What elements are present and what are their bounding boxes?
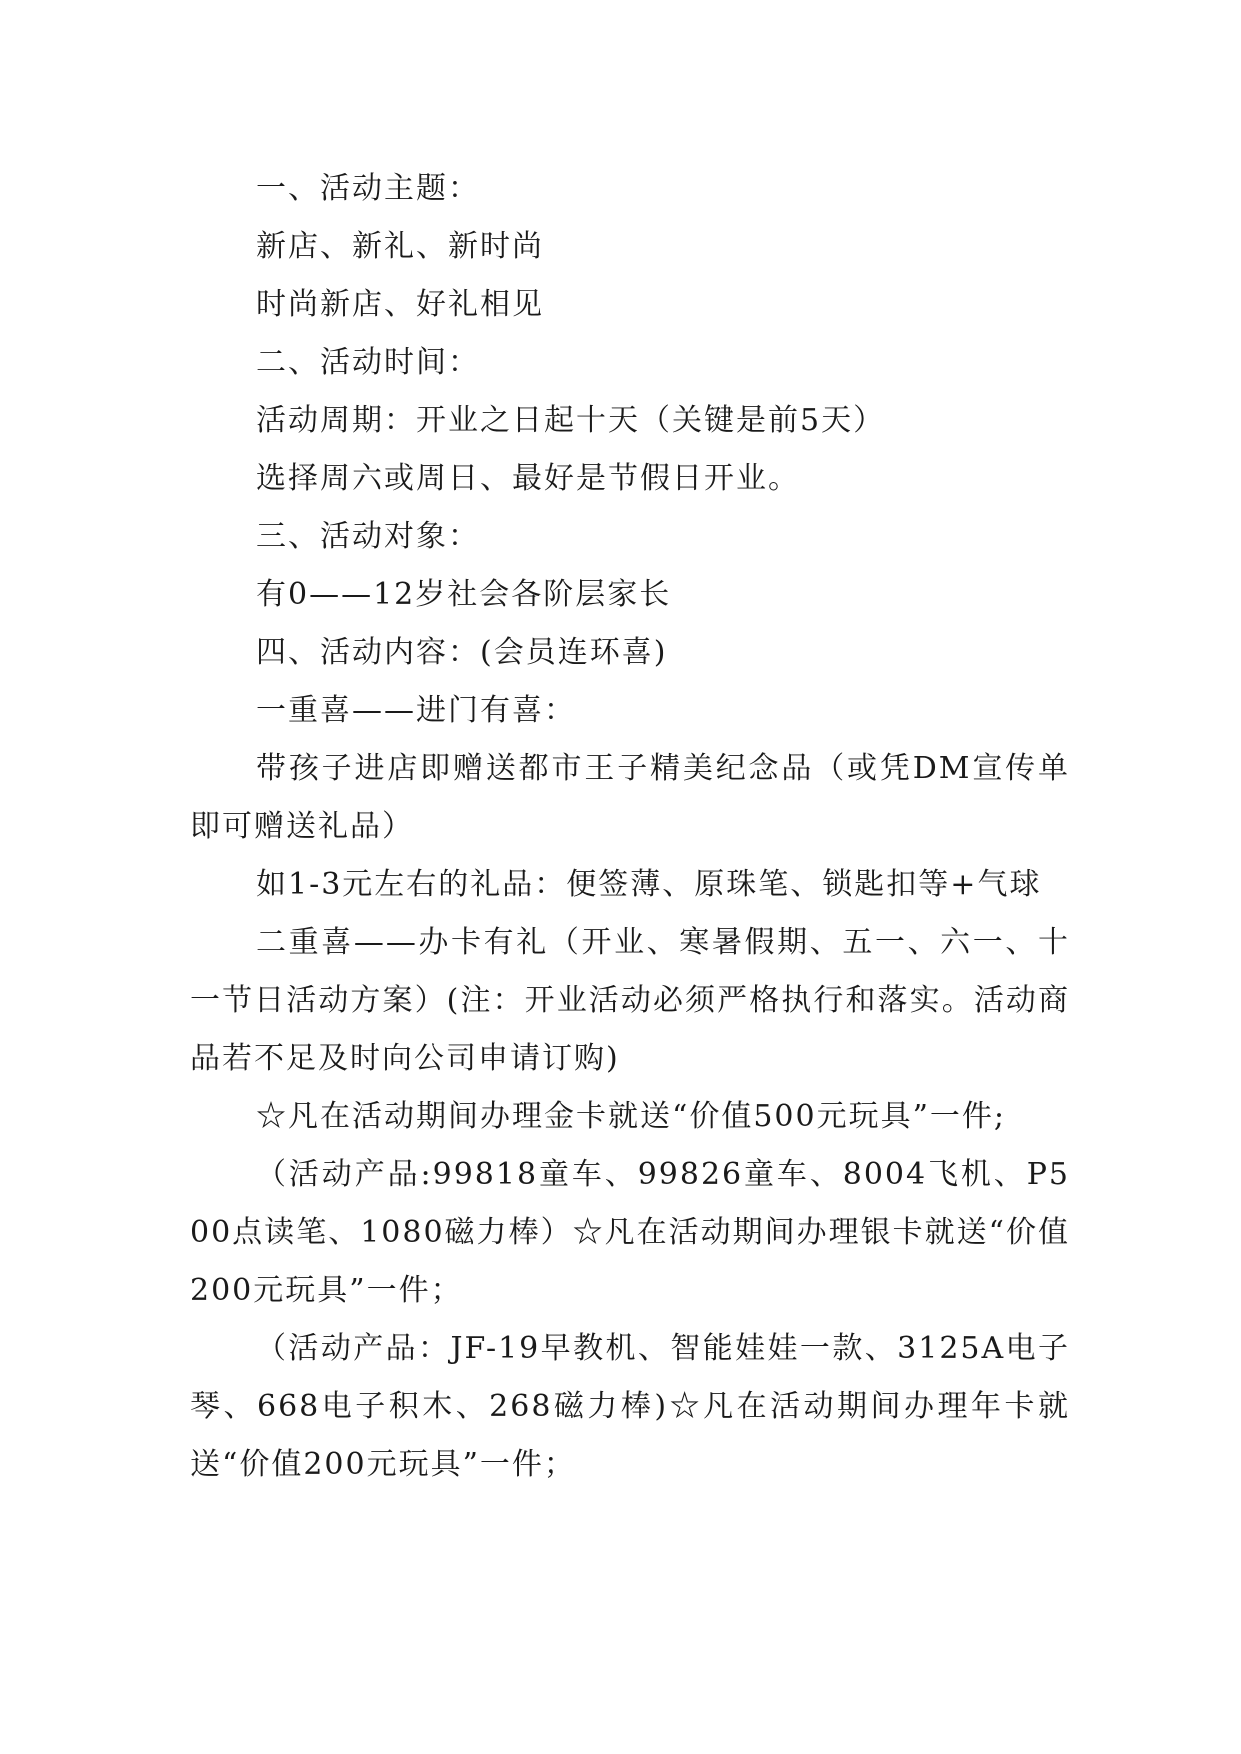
gold-card-offer: ☆凡在活动期间办理金卡就送“价值500元玩具”一件; bbox=[256, 1099, 1007, 1134]
heading-activity-content: 四、活动内容：(会员连环喜) bbox=[256, 635, 668, 670]
activity-period: 活动周期：开业之日起十天（关键是前5天） bbox=[256, 403, 886, 438]
theme-line-2: 时尚新店、好礼相见 bbox=[256, 287, 544, 322]
first-joy-description: 带孩子进店即赠送都市王子精美纪念品（或凭DM宣传单即可赠送礼品） bbox=[190, 751, 1070, 844]
heading-activity-target: 三、活动对象： bbox=[256, 519, 480, 554]
heading-activity-theme: 一、活动主题： bbox=[256, 171, 480, 206]
gold-products-silver-offer: （活动产品:99818童车、99826童车、8004飞机、P500点读笔、1080磁力棒）☆凡在活动期间办理银卡就送“价值200元玩具”一件； bbox=[190, 1157, 1070, 1308]
document-page bbox=[190, 160, 1070, 1494]
second-joy-description: 二重喜——办卡有礼（开业、寒暑假期、五一、六一、十一节日活动方案）(注：开业活动必须严格执行和落实。活动商品若不足及时向公司申请订购) bbox=[190, 925, 1070, 1076]
gift-examples: 如1-3元左右的礼品：便签薄、原珠笔、锁匙扣等+气球 bbox=[256, 867, 1042, 902]
heading-activity-time: 二、活动时间： bbox=[256, 345, 480, 380]
target-audience: 有0——12岁社会各阶层家长 bbox=[256, 577, 672, 612]
opening-day-choice: 选择周六或周日、最好是节假日开业。 bbox=[256, 461, 800, 496]
first-joy-heading: 一重喜——进门有喜： bbox=[256, 693, 576, 728]
theme-line-1: 新店、新礼、新时尚 bbox=[256, 229, 544, 264]
silver-products-annual-offer: （活动产品：JF-19早教机、智能娃娃一款、3125A电子琴、668电子积木、268磁力棒)☆凡在活动期间办理年卡就送“价值200元玩具”一件； bbox=[190, 1331, 1070, 1482]
